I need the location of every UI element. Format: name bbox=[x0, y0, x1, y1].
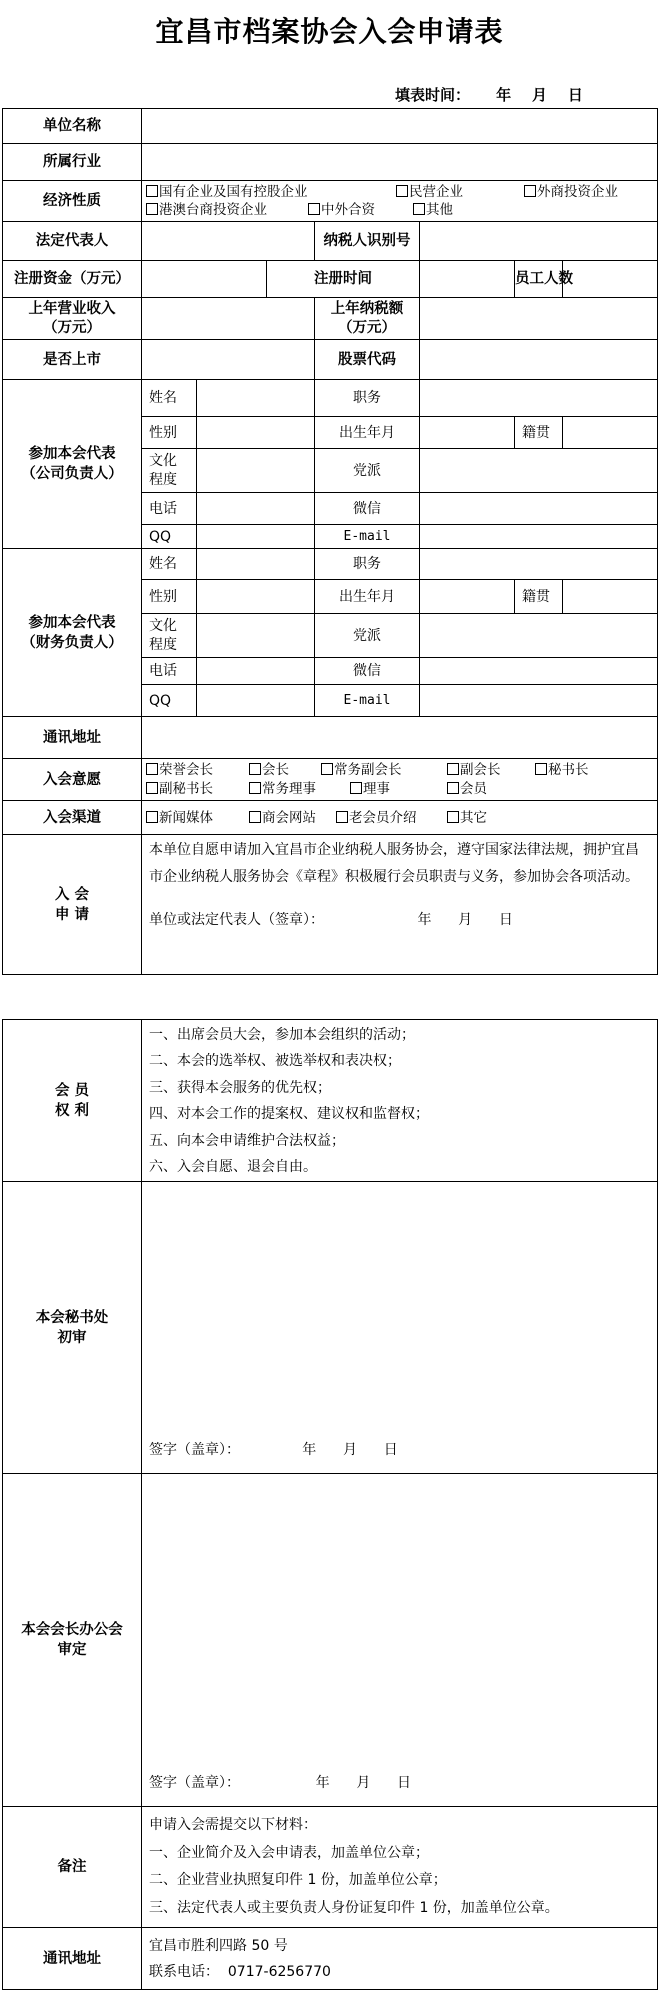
rep-company-label: 参加本会代表 （公司负责人） bbox=[3, 380, 142, 549]
checkbox-icon bbox=[146, 763, 158, 775]
rep-company-gender-field[interactable] bbox=[197, 417, 315, 449]
economic-option[interactable]: 港澳台商投资企业 bbox=[146, 201, 308, 219]
remarks-list bbox=[142, 1807, 658, 1928]
native-label: 籍贯 bbox=[515, 580, 563, 614]
checkbox-icon bbox=[146, 811, 158, 823]
economic-option[interactable]: 其他 bbox=[413, 201, 453, 219]
party-label: 党派 bbox=[315, 614, 420, 658]
phone-label: 电话 bbox=[142, 658, 197, 685]
intent-option[interactable]: 理事 bbox=[350, 780, 447, 799]
checkbox-icon bbox=[524, 185, 536, 197]
economic-option[interactable]: 中外合资 bbox=[308, 201, 413, 219]
checkbox-icon bbox=[308, 203, 320, 215]
president-office-cell[interactable] bbox=[142, 1474, 658, 1807]
qq-label: QQ bbox=[142, 685, 197, 717]
address-field[interactable] bbox=[142, 717, 658, 759]
channel-options bbox=[142, 801, 658, 835]
application-table bbox=[2, 108, 658, 975]
rights-item: 三、获得本会服务的优先权； bbox=[149, 1079, 331, 1096]
secretariat-cell[interactable] bbox=[142, 1182, 658, 1474]
address-label: 通讯地址 bbox=[3, 717, 142, 759]
secretariat-signature: 签字（盖章）： 年 月 日 bbox=[149, 1442, 398, 1458]
channel-label: 入会渠道 bbox=[3, 801, 142, 835]
remarks-item: 一、企业简介及入会申请表，加盖单位公章； bbox=[149, 1844, 429, 1861]
intent-option[interactable]: 秘书长 bbox=[535, 761, 589, 780]
taxpayer-id-label: 纳税人识别号 bbox=[315, 222, 420, 261]
birth-label: 出生年月 bbox=[315, 580, 420, 614]
email-label: E-mail bbox=[315, 525, 420, 549]
fill-date: 填表时间： 年 月 日 bbox=[395, 86, 583, 104]
employees-label: 员工人数 bbox=[515, 261, 563, 298]
contact-phone: 联系电话： 0717-6256770 bbox=[149, 1963, 331, 1980]
application-signature: 单位或法定代表人（签章）： 年 月 日 bbox=[149, 912, 513, 928]
rights-item: 六、入会自愿、退会自由。 bbox=[149, 1159, 317, 1175]
native-label: 籍贯 bbox=[515, 417, 563, 449]
economic-option[interactable]: 民营企业 bbox=[396, 183, 524, 201]
legal-rep-label: 法定代表人 bbox=[3, 222, 142, 261]
intent-option[interactable]: 荣誉会长 bbox=[146, 761, 249, 780]
checkbox-icon bbox=[413, 203, 425, 215]
rep-company-native-field[interactable] bbox=[563, 417, 658, 449]
rep-finance-email-field[interactable] bbox=[420, 685, 658, 717]
checkbox-icon bbox=[447, 763, 459, 775]
economic-option[interactable]: 国有企业及国有控股企业 bbox=[146, 183, 396, 201]
checkbox-icon bbox=[321, 763, 333, 775]
rep-finance-phone-field[interactable] bbox=[197, 658, 315, 685]
reg-capital-label: 注册资金（万元） bbox=[3, 261, 142, 298]
rep-company-party-field[interactable] bbox=[420, 449, 658, 493]
name-label: 姓名 bbox=[142, 549, 197, 580]
industry-label: 所属行业 bbox=[3, 144, 142, 181]
president-office-label: 本会会长办公会 审定 bbox=[3, 1474, 142, 1807]
rep-company-name-field[interactable] bbox=[197, 380, 315, 417]
remarks-item: 二、企业营业执照复印件 1 份，加盖单位公章； bbox=[149, 1872, 447, 1888]
stock-code-label: 股票代码 bbox=[315, 340, 420, 380]
rep-company-birth-field[interactable] bbox=[420, 417, 515, 449]
contact-address-label: 通讯地址 bbox=[3, 1928, 142, 1990]
checkbox-icon bbox=[336, 811, 348, 823]
reg-time-label: 注册时间 bbox=[267, 261, 420, 298]
intent-option[interactable]: 会员 bbox=[447, 780, 487, 799]
last-revenue-label: 上年营业收入 （万元） bbox=[3, 298, 142, 340]
rights-item: 四、对本会工作的提案权、建议权和监督权； bbox=[149, 1106, 429, 1122]
last-revenue-field[interactable] bbox=[142, 298, 315, 340]
channel-option[interactable]: 新闻媒体 bbox=[146, 809, 249, 827]
party-label: 党派 bbox=[315, 449, 420, 493]
contact-address: 宜昌市胜利四路 50 号 bbox=[149, 1937, 288, 1954]
economic-nature-options bbox=[142, 181, 658, 222]
rep-finance-birth-field[interactable] bbox=[420, 580, 515, 614]
last-tax-label: 上年纳税额 （万元） bbox=[315, 298, 420, 340]
application-text: 本单位自愿申请加入宜昌市企业纳税人服务协会，遵守国家法律法规，拥护宜昌市企业纳税人服务协会《章程》积极履行会员职责与义务，参加协会各项活动。 bbox=[149, 842, 639, 885]
checkbox-icon bbox=[146, 185, 158, 197]
channel-option[interactable]: 老会员介绍 bbox=[336, 809, 447, 827]
rep-finance-position-field[interactable] bbox=[420, 549, 658, 580]
rep-finance-education-field[interactable] bbox=[197, 614, 315, 658]
rep-finance-wechat-field[interactable] bbox=[420, 658, 658, 685]
secretariat-label: 本会秘书处 初审 bbox=[3, 1182, 142, 1474]
rights-item: 一、出席会员大会，参加本会组织的活动； bbox=[149, 1026, 415, 1043]
email-label: E-mail bbox=[315, 685, 420, 717]
industry-field[interactable] bbox=[142, 144, 658, 181]
rep-finance-label: 参加本会代表 （财务负责人） bbox=[3, 549, 142, 717]
last-tax-field[interactable] bbox=[420, 298, 658, 340]
rep-company-education-field[interactable] bbox=[197, 449, 315, 493]
remarks-label: 备注 bbox=[3, 1807, 142, 1928]
rep-company-phone-field[interactable] bbox=[197, 493, 315, 525]
rights-item: 五、向本会申请维护合法权益； bbox=[149, 1132, 345, 1149]
rep-company-wechat-field[interactable] bbox=[420, 493, 658, 525]
reg-capital-field[interactable] bbox=[142, 261, 267, 298]
intent-options bbox=[142, 759, 658, 801]
qq-label: QQ bbox=[142, 525, 197, 549]
reg-time-field[interactable] bbox=[420, 261, 515, 298]
rep-company-position-field[interactable] bbox=[420, 380, 658, 417]
rights-label: 会 员 权 利 bbox=[3, 1020, 142, 1182]
checkbox-icon bbox=[249, 811, 261, 823]
checkbox-icon bbox=[535, 763, 547, 775]
channel-option[interactable]: 商会网站 bbox=[249, 809, 336, 827]
education-label: 文化 程度 bbox=[142, 449, 197, 493]
president-office-signature: 签字（盖章）： 年 月 日 bbox=[149, 1775, 412, 1791]
listed-label: 是否上市 bbox=[3, 340, 142, 380]
rights-list bbox=[142, 1020, 658, 1182]
intent-label: 入会意愿 bbox=[3, 759, 142, 801]
employees-field[interactable] bbox=[563, 261, 658, 298]
application-label: 入 会 申 请 bbox=[3, 835, 142, 975]
rep-finance-native-field[interactable] bbox=[563, 580, 658, 614]
unit-name-label: 单位名称 bbox=[3, 109, 142, 144]
channel-option[interactable]: 其它 bbox=[447, 809, 487, 827]
checkbox-icon bbox=[146, 782, 158, 794]
legal-rep-field[interactable] bbox=[142, 222, 315, 261]
rights-item: 二、本会的选举权、被选举权和表决权； bbox=[149, 1053, 401, 1069]
intent-option[interactable]: 会长 bbox=[249, 761, 321, 780]
form-title: 宜昌市档案协会入会申请表 bbox=[155, 15, 504, 48]
checkbox-icon bbox=[447, 782, 459, 794]
stock-code-field[interactable] bbox=[420, 340, 658, 380]
checkbox-icon bbox=[249, 782, 261, 794]
remarks-item: 申请入会需提交以下材料： bbox=[149, 1817, 317, 1833]
taxpayer-id-field[interactable] bbox=[420, 222, 658, 261]
rep-finance-name-field[interactable] bbox=[197, 549, 315, 580]
position-label: 职务 bbox=[315, 549, 420, 580]
contact-cell bbox=[142, 1928, 658, 1990]
intent-option[interactable]: 常务理事 bbox=[249, 780, 350, 799]
rep-company-qq-field[interactable] bbox=[197, 525, 315, 549]
checkbox-icon bbox=[447, 811, 459, 823]
rep-company-email-field[interactable] bbox=[420, 525, 658, 549]
checkbox-icon bbox=[396, 185, 408, 197]
intent-option[interactable]: 常务副会长 bbox=[321, 761, 447, 780]
intent-option[interactable]: 副秘书长 bbox=[146, 780, 249, 799]
economic-option[interactable]: 外商投资企业 bbox=[524, 183, 618, 201]
birth-label: 出生年月 bbox=[315, 417, 420, 449]
education-label: 文化 程度 bbox=[142, 614, 197, 658]
unit-name-field[interactable] bbox=[142, 109, 658, 144]
phone-label: 电话 bbox=[142, 493, 197, 525]
wechat-label: 微信 bbox=[315, 658, 420, 685]
listed-field[interactable] bbox=[142, 340, 315, 380]
rep-finance-qq-field[interactable] bbox=[197, 685, 315, 717]
position-label: 职务 bbox=[315, 380, 420, 417]
wechat-label: 微信 bbox=[315, 493, 420, 525]
gender-label: 性别 bbox=[142, 580, 197, 614]
name-label: 姓名 bbox=[142, 380, 197, 417]
checkbox-icon bbox=[146, 203, 158, 215]
approval-table bbox=[2, 1019, 658, 1990]
remarks-item: 三、法定代表人或主要负责人身份证复印件 1 份，加盖单位公章。 bbox=[149, 1899, 559, 1916]
intent-option[interactable]: 副会长 bbox=[447, 761, 535, 780]
checkbox-icon bbox=[350, 782, 362, 794]
application-cell bbox=[142, 835, 658, 975]
gender-label: 性别 bbox=[142, 417, 197, 449]
economic-nature-label: 经济性质 bbox=[3, 181, 142, 222]
rep-finance-gender-field[interactable] bbox=[197, 580, 315, 614]
checkbox-icon bbox=[249, 763, 261, 775]
rep-finance-party-field[interactable] bbox=[420, 614, 658, 658]
